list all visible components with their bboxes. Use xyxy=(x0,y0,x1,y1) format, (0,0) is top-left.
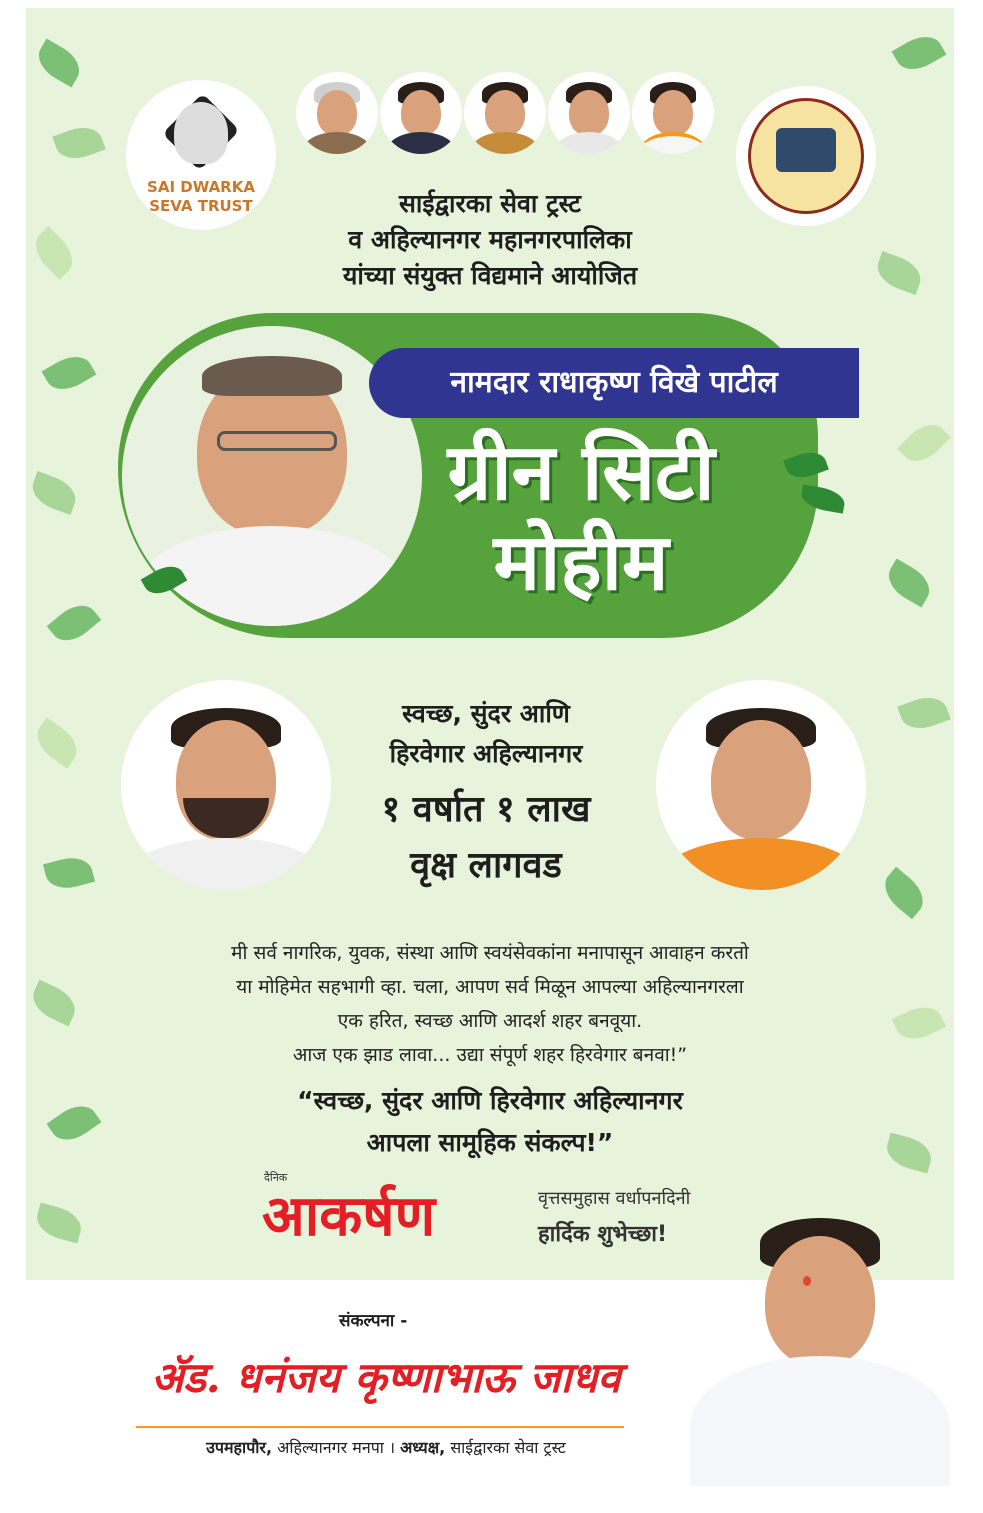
leader-portrait xyxy=(464,72,546,154)
leaf-icon xyxy=(33,1203,85,1244)
beard xyxy=(183,798,269,838)
concept-label: संकल्पना - xyxy=(339,1311,408,1331)
leaf-icon xyxy=(877,867,932,920)
leaf-icon xyxy=(52,121,105,165)
leaf-icon xyxy=(30,718,85,769)
anniversary-text: वृत्तसमुहास वर्धापनदिनी xyxy=(538,1188,691,1209)
leaf-icon xyxy=(897,416,951,470)
leaf-icon xyxy=(897,691,950,735)
newspaper-logo: आकर्षण xyxy=(262,1183,436,1249)
target-headline: १ वर्षात १ लाख वृक्ष लागवड xyxy=(381,789,591,886)
leaf-icon xyxy=(27,980,81,1027)
trust-name: SAI DWARKA SEVA TRUST xyxy=(147,178,255,215)
leader-portrait-right xyxy=(656,680,866,890)
leader-portrait-left xyxy=(121,680,331,890)
pledge-quote: “स्वच्छ, सुंदर आणि हिरवेगार अहिल्यानगर आपला सामूहिक संकल्प!” xyxy=(297,1086,683,1157)
greeting-text: हार्दिक शुभेच्छा! xyxy=(538,1222,667,1247)
leaf-icon xyxy=(32,39,87,88)
leaf-icon xyxy=(882,559,937,608)
leaf-icon xyxy=(892,1000,946,1047)
tilak-mark xyxy=(803,1276,811,1286)
leader-portrait xyxy=(296,72,378,154)
sai-baba-portrait xyxy=(174,102,228,164)
concept-author-signature: ॲड. धनंजय कृष्णाभाऊ जाधव xyxy=(151,1353,621,1402)
organizer-heading: साईद्वारका सेवा ट्रस्ट व अहिल्यानगर महानगरपालिका यांच्या संयुक्त विद्यमाने आयोजित xyxy=(342,189,638,290)
poster xyxy=(26,8,954,1486)
leaf-icon xyxy=(27,471,80,515)
fort-icon xyxy=(776,128,836,172)
slogan: स्वच्छ, सुंदर आणि हिरवेगार अहिल्यानगर xyxy=(389,699,583,768)
glasses-icon xyxy=(217,431,337,451)
leader-portrait xyxy=(548,72,630,154)
leaf-icon xyxy=(42,349,97,398)
leaf-icon xyxy=(43,853,95,894)
leaf-icon xyxy=(892,29,947,78)
leaf-icon xyxy=(47,597,102,650)
leader-portrait xyxy=(380,72,462,154)
author-designation: उपमहापौर, अहिल्यानगर मनपा । अध्यक्ष, साईद्वारका सेवा ट्रस्ट xyxy=(206,1438,566,1457)
divider xyxy=(136,1426,624,1428)
leader-portrait xyxy=(632,72,714,154)
minister-name-banner: नामदार राधाकृष्ण विखे पाटील xyxy=(369,348,859,418)
newspaper-prefix: दैनिक xyxy=(264,1171,288,1184)
campaign-title: ग्रीन सिटी मोहीम xyxy=(447,428,715,608)
author-portrait xyxy=(686,1206,954,1486)
appeal-text: मी सर्व नागरिक, युवक, संस्था आणि स्वयंसेवकांना मनापासून आवाहन करतो या मोहिमेत सहभागी व्हा. चला, आपण सर्व मिळून आपल्या अहिल्यानगरला एक हरित, स्वच्छ आणि आदर्श शहर बनवूया. आज एक झाड लावा... उद्या संपूर्ण शहर हिरवेगार बनवा!” xyxy=(231,942,749,1066)
